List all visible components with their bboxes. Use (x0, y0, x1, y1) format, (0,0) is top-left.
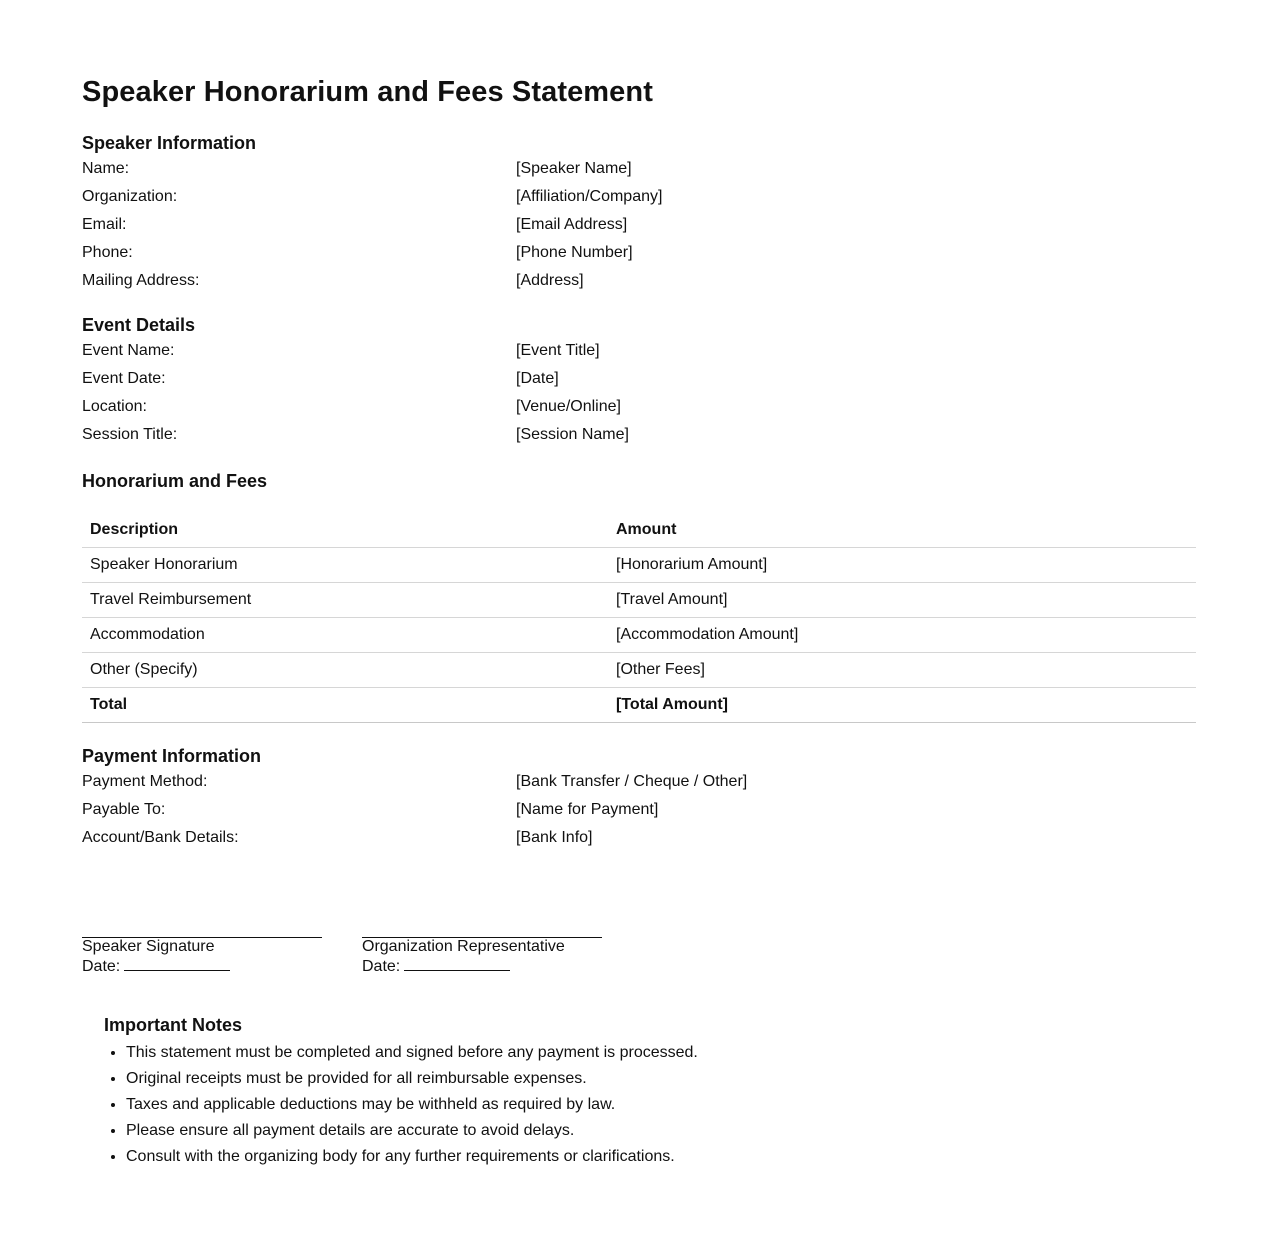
payment-information-section (82, 745, 1196, 852)
field-row (82, 183, 1196, 211)
payment-information-fields (82, 768, 1196, 852)
table-header-row (82, 513, 1196, 548)
field-row (82, 796, 1196, 824)
column-header-description: Description (82, 513, 608, 548)
amount-cell: [Travel Amount] (608, 583, 1196, 618)
signature-role: Organization Representative (362, 938, 565, 955)
amount-cell: [Accommodation Amount] (608, 618, 1196, 653)
speaker-information-heading: Speaker Information (82, 133, 257, 153)
signature-area (82, 926, 1196, 976)
field-row (82, 824, 1196, 852)
list-item: • Consult with the organizing body for any further requirements or clarifications. (126, 1144, 1196, 1170)
field-label: Email: (82, 216, 127, 233)
field-label: Payable To: (82, 801, 166, 818)
column-header-amount: Amount (608, 513, 1196, 548)
speaker-information-section (82, 132, 1196, 295)
fees-table (82, 513, 1196, 723)
honorarium-fees-section (82, 470, 1196, 723)
field-value: [Venue/Online] (516, 398, 621, 415)
total-row (82, 688, 1196, 723)
speaker-signature-block (82, 926, 322, 976)
amount-cell: [Honorarium Amount] (608, 548, 1196, 583)
field-label: Name: (82, 160, 130, 177)
event-details-heading: Event Details (82, 315, 196, 335)
document-title: Speaker Honorarium and Fees Statement (82, 76, 653, 108)
field-value: [Phone Number] (516, 244, 633, 261)
table-row (82, 618, 1196, 653)
signature-role: Speaker Signature (82, 938, 215, 955)
description-cell: Accommodation (82, 618, 608, 653)
description-cell: Other (Specify) (82, 653, 608, 688)
field-label: Event Name: (82, 342, 175, 359)
field-value: [Email Address] (516, 216, 628, 233)
total-label: Total (82, 688, 608, 723)
important-notes-section (104, 1014, 1196, 1170)
field-value: [Affiliation/Company] (516, 188, 663, 205)
important-notes-heading: Important Notes (104, 1015, 243, 1035)
list-item: • This statement must be completed and signed before any payment is processed. (126, 1040, 1196, 1066)
notes-list (104, 1040, 1196, 1170)
field-row (82, 768, 1196, 796)
signature-date (82, 956, 322, 976)
field-row (82, 267, 1196, 295)
field-value: [Bank Transfer / Cheque / Other] (516, 773, 748, 790)
field-value: [Bank Info] (516, 829, 593, 846)
field-value: [Name for Payment] (516, 801, 659, 818)
signature-line[interactable] (362, 926, 602, 938)
field-row (82, 393, 1196, 421)
date-line[interactable] (404, 956, 510, 971)
field-row (82, 365, 1196, 393)
payment-information-heading: Payment Information (82, 746, 262, 766)
amount-cell: [Other Fees] (608, 653, 1196, 688)
table-row (82, 583, 1196, 618)
date-line[interactable] (124, 956, 230, 971)
field-label: Mailing Address: (82, 272, 200, 289)
list-item: • Taxes and applicable deductions may be withheld as required by law. (126, 1092, 1196, 1118)
event-details-fields (82, 337, 1196, 449)
speaker-information-fields (82, 155, 1196, 295)
field-row (82, 155, 1196, 183)
organization-signature-block (362, 926, 602, 976)
table-row (82, 653, 1196, 688)
field-row (82, 239, 1196, 267)
field-label: Organization: (82, 188, 178, 205)
field-label: Event Date: (82, 370, 166, 387)
list-item: • Please ensure all payment details are accurate to avoid delays. (126, 1118, 1196, 1144)
honorarium-fees-heading: Honorarium and Fees (82, 471, 268, 491)
signature-date (362, 956, 602, 976)
field-row (82, 211, 1196, 239)
field-value: [Session Name] (516, 426, 629, 443)
description-cell: Travel Reimbursement (82, 583, 608, 618)
field-value: [Speaker Name] (516, 160, 632, 177)
total-amount: [Total Amount] (608, 688, 1196, 723)
field-value: [Date] (516, 370, 559, 387)
description-cell: Speaker Honorarium (82, 548, 608, 583)
field-label: Payment Method: (82, 773, 208, 790)
field-label: Session Title: (82, 426, 178, 443)
field-label: Account/Bank Details: (82, 829, 239, 846)
event-details-section (82, 314, 1196, 449)
table-row (82, 548, 1196, 583)
field-value: [Event Title] (516, 342, 600, 359)
date-label: Date: (362, 958, 401, 975)
signature-line[interactable] (82, 926, 322, 938)
field-label: Phone: (82, 244, 133, 261)
field-row (82, 421, 1196, 449)
field-value: [Address] (516, 272, 584, 289)
list-item: • Original receipts must be provided for all reimbursable expenses. (126, 1066, 1196, 1092)
date-label: Date: (82, 958, 121, 975)
field-row (82, 337, 1196, 365)
field-label: Location: (82, 398, 147, 415)
